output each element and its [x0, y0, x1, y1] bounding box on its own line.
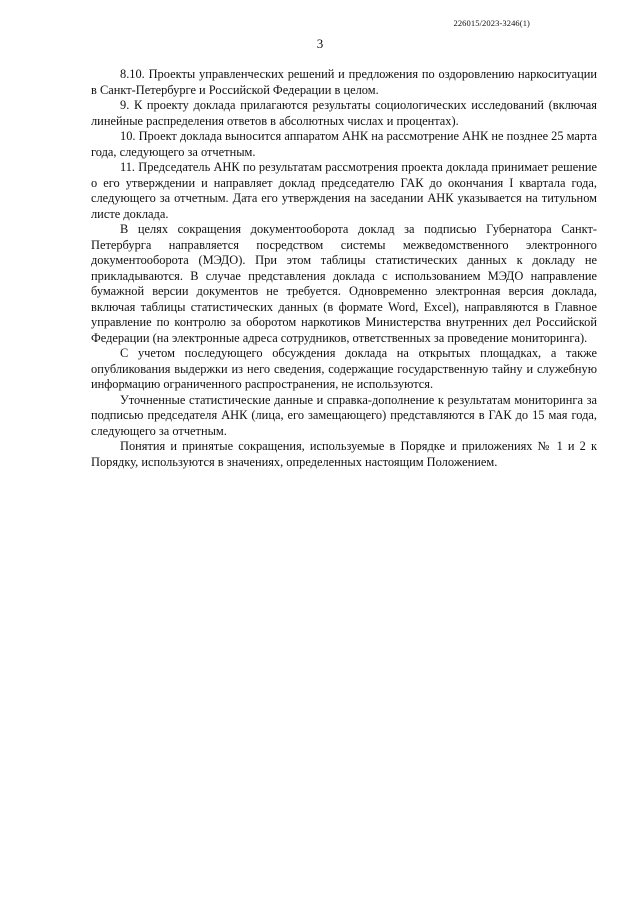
document-number: 226015/2023-3246(1): [453, 18, 530, 28]
paragraph-refined-data: Уточненные статистические данные и справка-дополнение к результатам мониторинга за подписью председателя АНК (лица, его замещающего) представляются в ГАК до 15 мая года, следующего за отчетным.: [91, 392, 597, 438]
paragraph-medo: В целях сокращения документооборота доклад за подписью Губернатора Санкт-Петербурга направляется посредством системы межведомственного электронного документооборота (МЭДО). При этом таблицы статистических данных к докладу не прикладываются. В случае представления доклада с использованием МЭДО направление бумажной версии документов не требуется. Одновременно электронная версия доклада, включая таблицы статистических данных (в формате Word, Excel), направляются в Главное управление по контролю за оборотом наркотиков Министерства внутренних дел Российской Федерации (на электронные адреса сотрудников, ответственных за проведение мониторинга).: [91, 222, 597, 345]
paragraph-8-10: 8.10. Проекты управленческих решений и предложения по оздоровлению наркоситуации в Санкт-Петербурге и Российской Федерации в целом.: [91, 67, 597, 97]
paragraph-9: 9. К проекту доклада прилагаются результаты социологических исследований (включая линейные распределения ответов в абсолютных числах и процентах).: [91, 98, 597, 128]
page-number: 3: [316, 36, 324, 51]
paragraph-definitions: Понятия и принятые сокращения, используемые в Порядке и приложениях № 1 и 2 к Порядку, используются в значениях, определенных настоящим Положением.: [91, 439, 597, 469]
paragraph-10: 10. Проект доклада выносится аппаратом АНК на рассмотрение АНК не позднее 25 марта года, следующего за отчетным.: [91, 129, 598, 159]
paragraph-11: 11. Председатель АНК по результатам рассмотрения проекта доклада принимает решение о его утверждении и направляет доклад председателю ГАК до окончания I квартала года, следующего за отчетным. Дата его утверждения на заседании АНК указывается на титульном листе доклада.: [91, 160, 597, 221]
paragraph-discussion: С учетом последующего обсуждения доклада на открытых площадках, а также опубликования выдержки из него сведения, содержащие государственную тайну и служебную информацию ограниченного распространения, не используются.: [91, 346, 597, 391]
document-body: [91, 67, 597, 470]
